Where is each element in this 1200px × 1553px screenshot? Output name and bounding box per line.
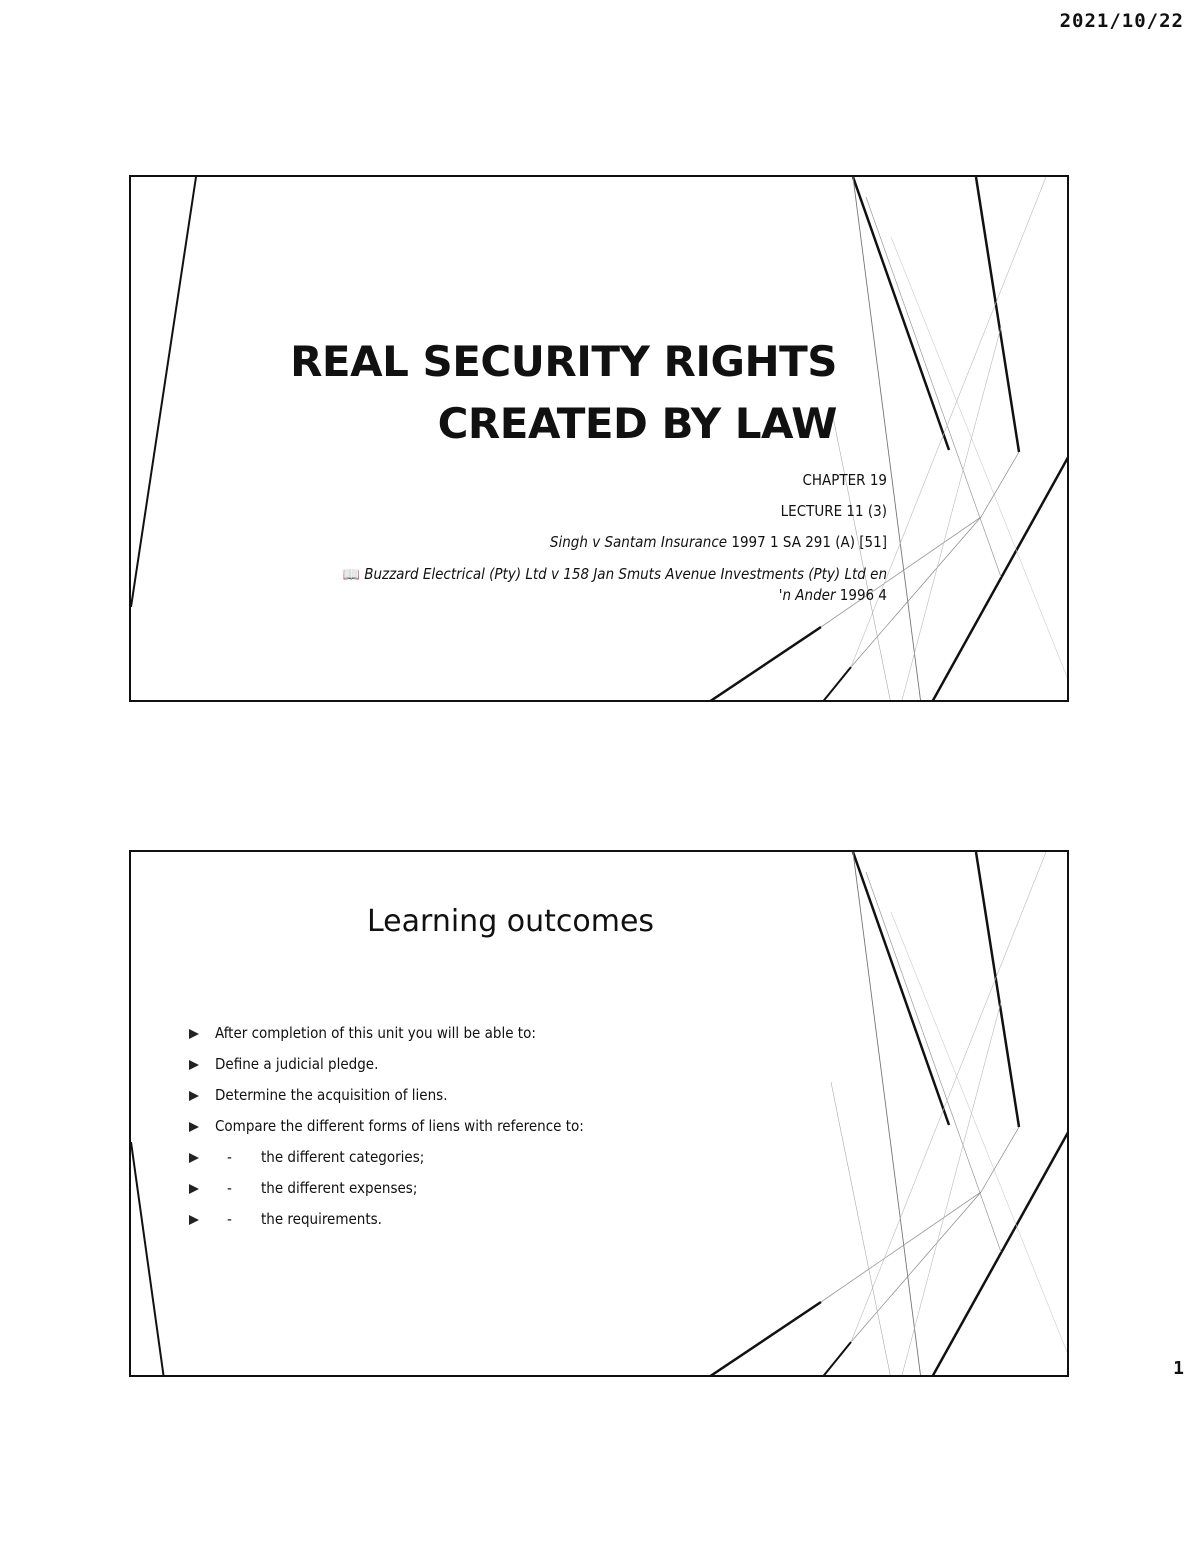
triangle-bullet-icon bbox=[189, 1153, 199, 1163]
lecture-label: LECTURE 11 (3) bbox=[780, 502, 887, 520]
triangle-bullet-icon bbox=[189, 1215, 199, 1225]
list-item: Define a judicial pledge. bbox=[189, 1049, 584, 1080]
slide-subtitles bbox=[247, 465, 887, 605]
list-item: After completion of this unit you will be able to: bbox=[189, 1018, 584, 1049]
list-item: Determine the acquisition of liens. bbox=[189, 1080, 584, 1111]
slide-title: Learning outcomes bbox=[367, 904, 655, 939]
triangle-bullet-icon bbox=[189, 1029, 199, 1039]
list-item: - the different categories; bbox=[189, 1142, 584, 1173]
case-1-name: Singh v Santam Insurance bbox=[549, 533, 728, 551]
dash-marker: - bbox=[227, 1148, 232, 1166]
triangle-bullet-icon bbox=[189, 1184, 199, 1194]
list-item: Compare the different forms of liens with reference to: bbox=[189, 1111, 584, 1142]
case-reference-2 bbox=[247, 564, 887, 605]
page-number: 1 bbox=[1173, 1358, 1184, 1379]
learning-outcomes-slide bbox=[129, 850, 1069, 1377]
page-date: 2021/10/22 bbox=[1059, 10, 1184, 32]
dash-marker: - bbox=[227, 1179, 232, 1197]
case-2-name: Buzzard Electrical (Pty) Ltd v 158 Jan Smuts Avenue Investments (Pty) Ltd en bbox=[364, 565, 887, 583]
triangle-bullet-icon bbox=[189, 1122, 199, 1132]
learning-outcomes-list bbox=[189, 1018, 584, 1235]
title-slide bbox=[129, 175, 1069, 702]
triangle-bullet-icon bbox=[189, 1091, 199, 1101]
case-2-name-cont: 'n Ander bbox=[778, 586, 836, 604]
slide-title bbox=[290, 331, 837, 455]
book-icon: 📖 bbox=[342, 567, 361, 583]
slide-title-line-2: CREATED BY LAW bbox=[437, 399, 837, 448]
chapter-label: CHAPTER 19 bbox=[802, 471, 887, 489]
list-item: - the requirements. bbox=[189, 1204, 584, 1235]
case-reference-1 bbox=[247, 527, 887, 558]
case-1-citation: 1997 1 SA 291 (A) [51] bbox=[727, 533, 887, 551]
triangle-bullet-icon bbox=[189, 1060, 199, 1070]
list-item: - the different expenses; bbox=[189, 1173, 584, 1204]
slide-title-line-1: REAL SECURITY RIGHTS bbox=[290, 337, 837, 386]
case-2-citation: 1996 4 bbox=[835, 586, 887, 604]
dash-marker: - bbox=[227, 1210, 232, 1228]
